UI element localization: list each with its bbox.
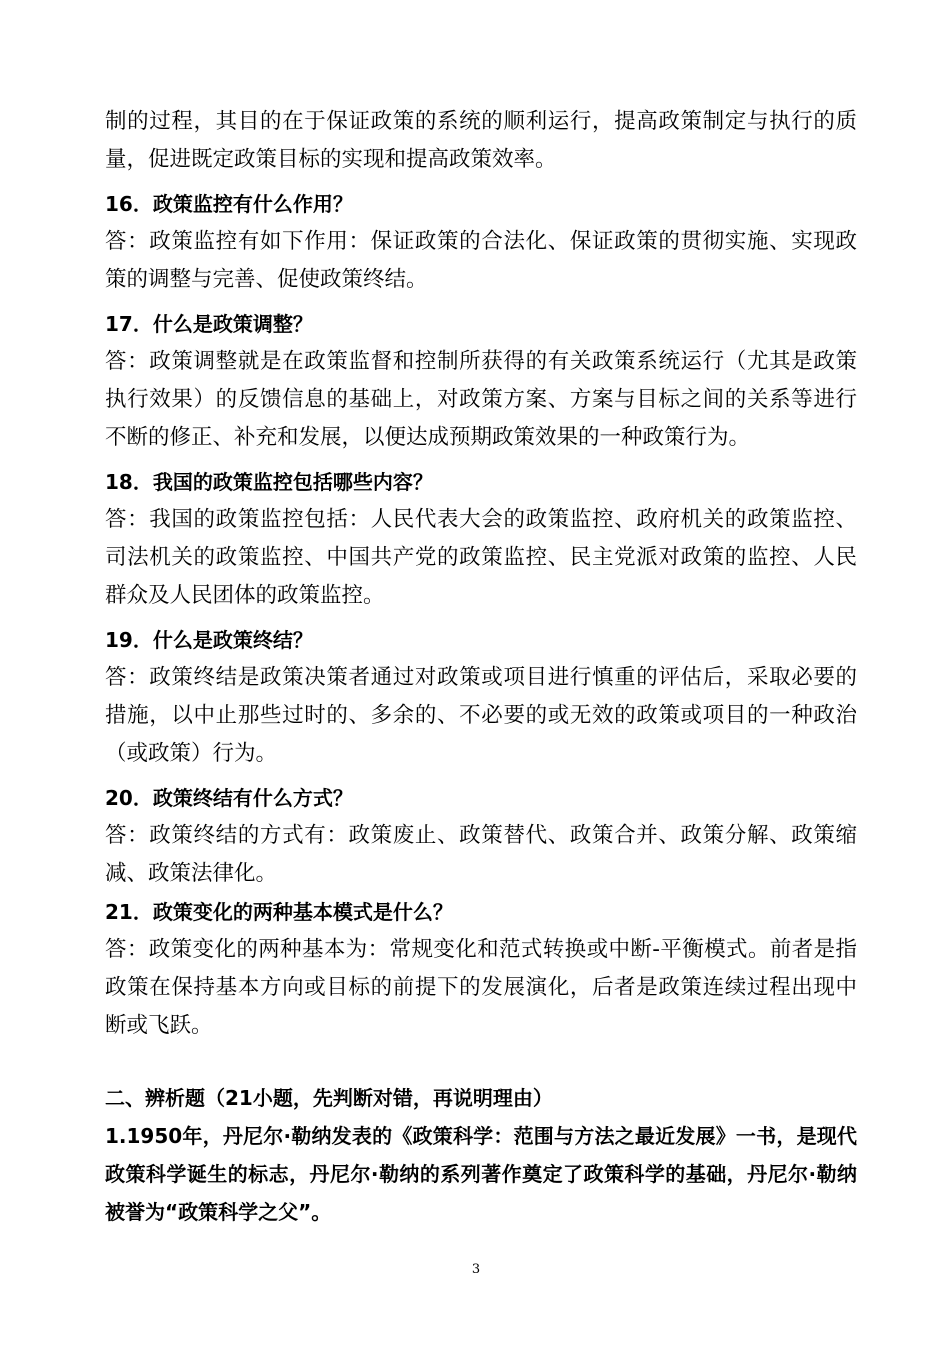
section-2-heading: 二、辨析题（21小题，先判断对错，再说明理由） [105, 1086, 553, 1110]
page-content [105, 103, 857, 1231]
answer-20: 答：政策终结的方式有：政策废止、政策替代、政策合并、政策分解、政策缩减、政策法律化。 [105, 823, 857, 886]
true-false-item-1: 1.1950年，丹尼尔·勒纳发表的《政策科学：范围与方法之最近发展》一书，是现代政策科学诞生的标志，丹尼尔·勒纳的系列著作奠定了政策科学的基础，丹尼尔·勒纳被誉为“政策科学之父”。 [105, 1124, 857, 1224]
question-16: 16．政策监控有什么作用？ [105, 192, 353, 216]
question-20: 20．政策终结有什么方式？ [105, 786, 353, 810]
answer-21: 答：政策变化的两种基本为：常规变化和范式转换或中断-平衡模式。前者是指政策在保持基本方向或目标的前提下的发展演化，后者是政策连续过程出现中断或飞跃。 [105, 937, 857, 1038]
answer-17: 答：政策调整就是在政策监督和控制所获得的有关政策系统运行（尤其是政策执行效果）的反馈信息的基础上，对政策方案、方案与目标之间的关系等进行不断的修正、补充和发展，以便达成预期政策效果的一种政策行为。 [105, 349, 857, 450]
question-18: 18．我国的政策监控包括哪些内容？ [105, 470, 433, 494]
section-2 [105, 1079, 857, 1231]
qa-item-21 [105, 893, 857, 1045]
qa-item-16 [105, 185, 857, 299]
answer-16: 答：政策监控有如下作用：保证政策的合法化、保证政策的贯彻实施、实现政策的调整与完善、促使政策终结。 [105, 229, 857, 292]
question-17: 17．什么是政策调整？ [105, 312, 313, 336]
intro-paragraph: 制的过程，其目的在于保证政策的系统的顺利运行，提高政策制定与执行的质量，促进既定政策目标的实现和提高政策效率。 [105, 109, 857, 172]
question-21: 21．政策变化的两种基本模式是什么？ [105, 900, 453, 924]
question-19: 19．什么是政策终结？ [105, 628, 313, 652]
qa-item-20 [105, 779, 857, 893]
qa-item-18 [105, 463, 857, 615]
qa-item-17 [105, 305, 857, 457]
qa-item-19 [105, 621, 857, 773]
answer-18: 答：我国的政策监控包括：人民代表大会的政策监控、政府机关的政策监控、司法机关的政策监控、中国共产党的政策监控、民主党派对政策的监控、人民群众及人民团体的政策监控。 [105, 507, 857, 608]
page-number: 3 [471, 1262, 481, 1277]
answer-19: 答：政策终结是政策决策者通过对政策或项目进行慎重的评估后，采取必要的措施，以中止那些过时的、多余的、不必要的或无效的政策或项目的一种政治（或政策）行为。 [105, 665, 857, 766]
